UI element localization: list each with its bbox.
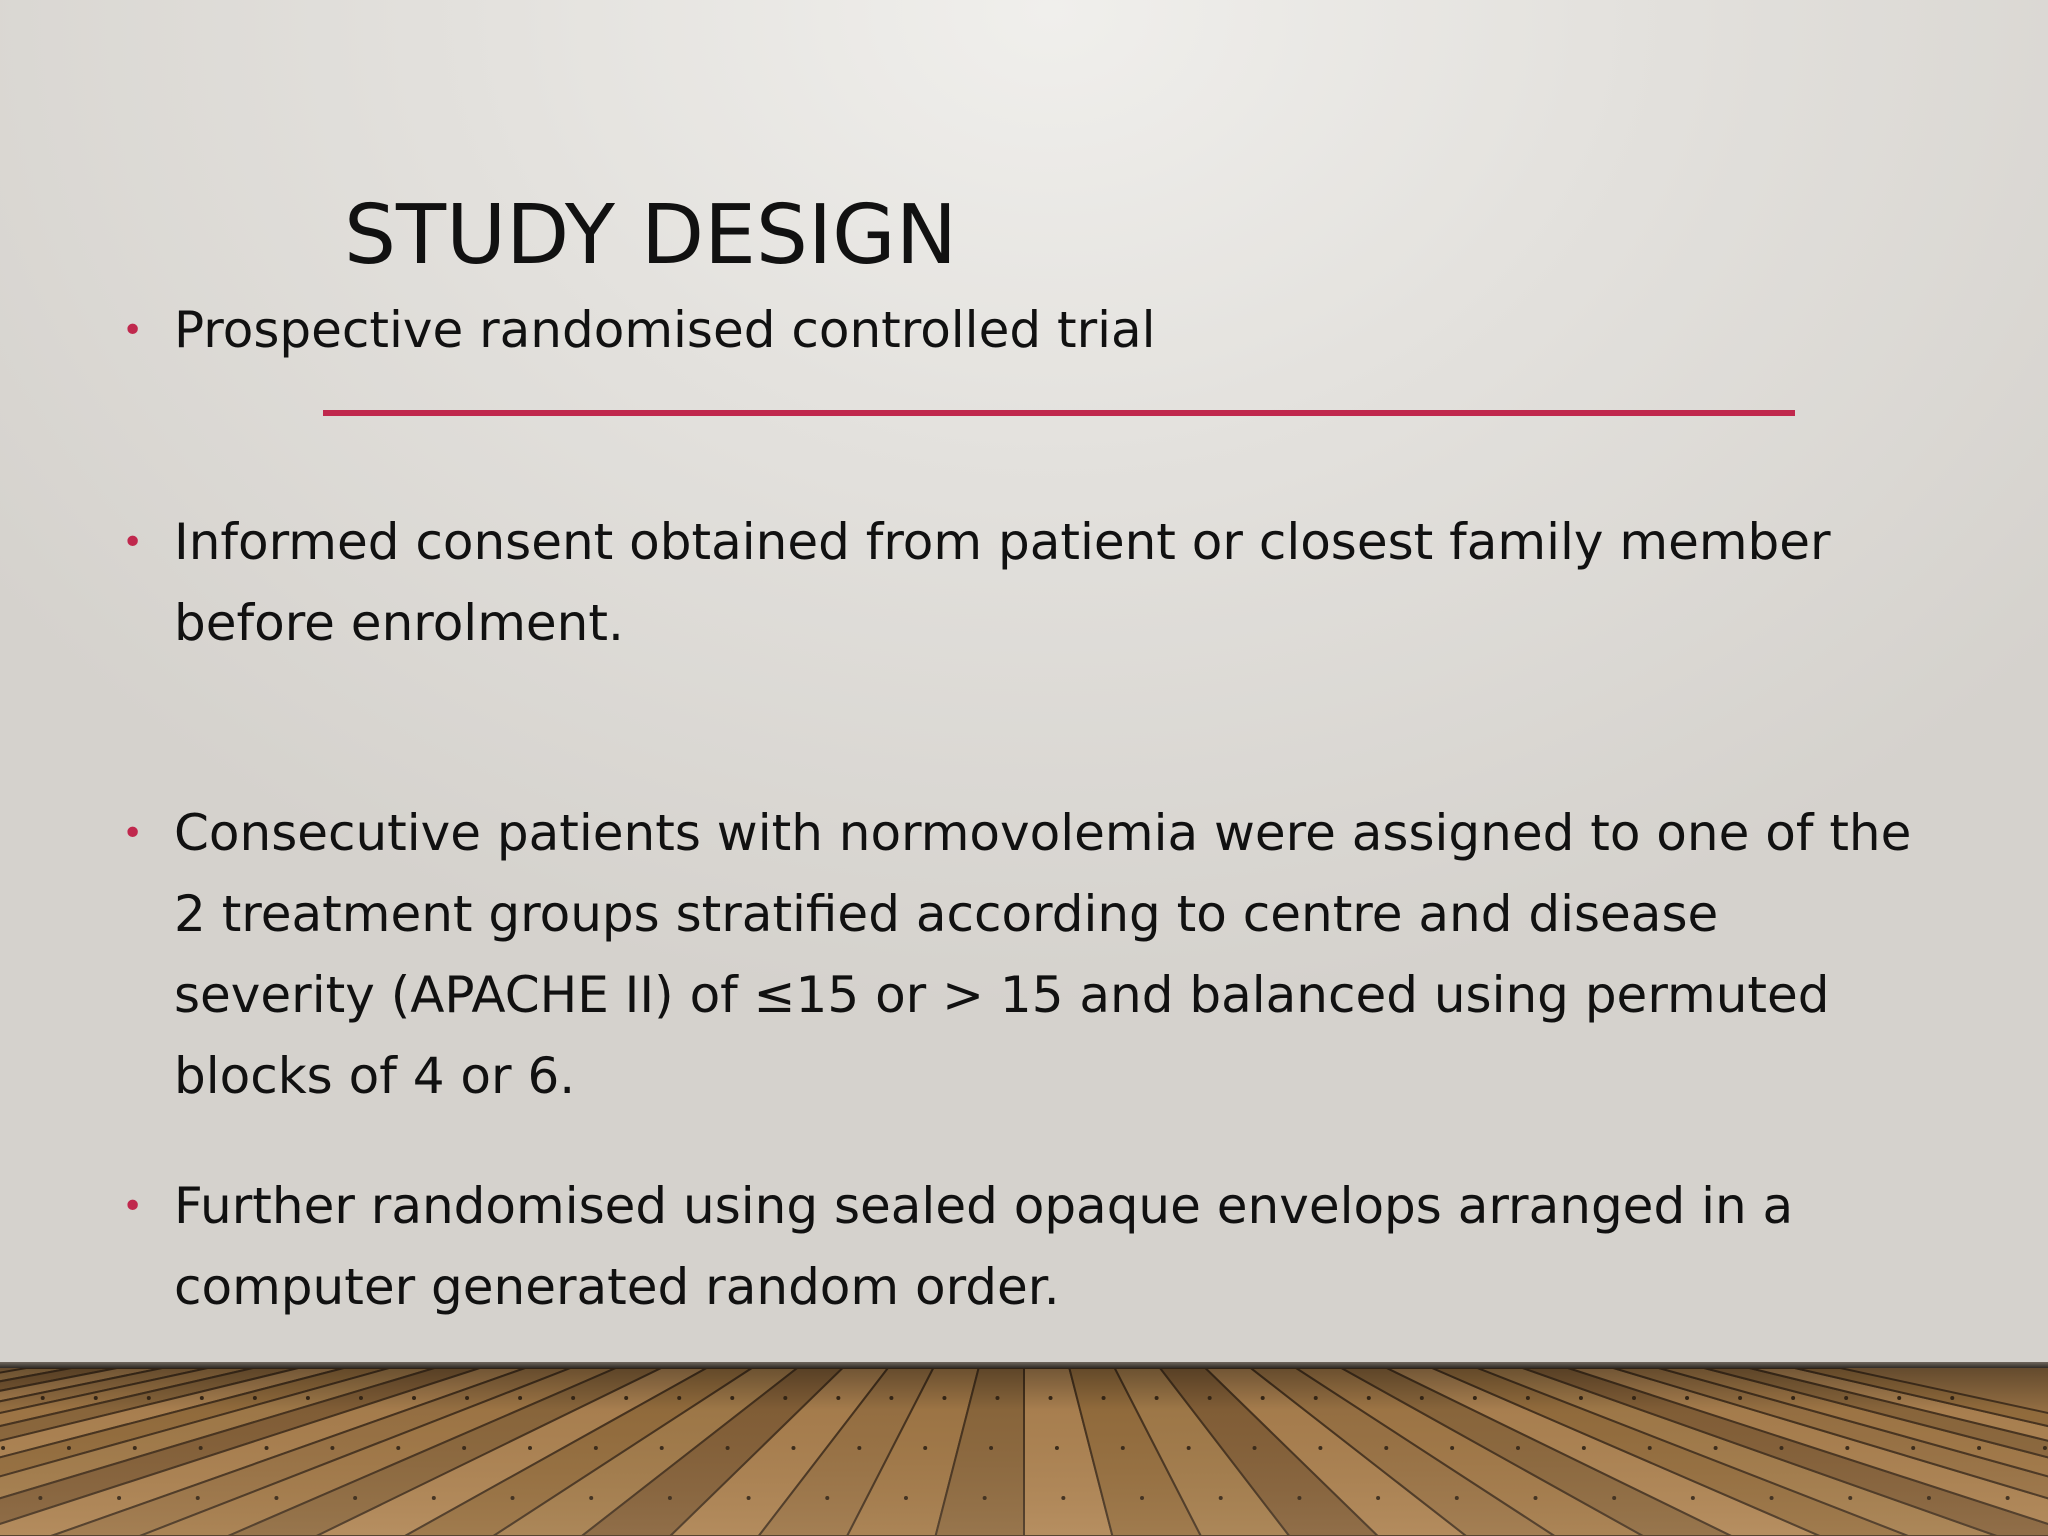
bullet-marker: •	[122, 522, 144, 563]
bullet-marker: •	[122, 1186, 144, 1227]
wood-floor-graphic	[0, 1368, 2048, 1536]
bullet-marker: •	[122, 813, 144, 854]
bullet-text-2: Informed consent obtained from patient or closest family member before enrolment.	[174, 513, 1831, 652]
bullet-text-3: Consecutive patients with normovolemia were assigned to one of the 2 treatment groups stratified according to centre and disease severity (APACHE II) of ≤15 or > 15 and balanced using permuted blocks of 4 or 6.	[174, 804, 1912, 1105]
bullet-marker: •	[122, 310, 144, 351]
bullet-item-4	[122, 1166, 1914, 1328]
bullet-item-1	[122, 290, 1914, 371]
slide-title: STUDY DESIGN	[344, 188, 958, 283]
bullet-item-3	[122, 793, 1914, 1117]
bullet-text-4: Further randomised using sealed opaque envelops arranged in a computer generated random order.	[174, 1177, 1794, 1316]
bullet-item-2	[122, 502, 1914, 664]
title-underline	[323, 410, 1795, 416]
floor-shading	[0, 1368, 2048, 1536]
wood-floor-image	[0, 1368, 2048, 1536]
bullet-text-1: Prospective randomised controlled trial	[174, 301, 1156, 359]
